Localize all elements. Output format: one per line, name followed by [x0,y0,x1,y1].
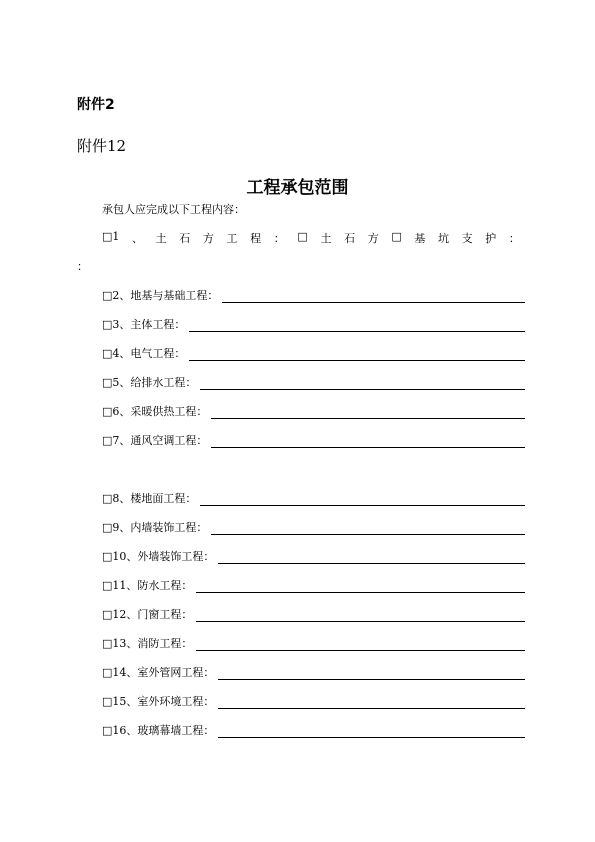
scope-item [102,403,525,419]
earthwork-token: 程 [250,232,262,245]
earthwork-token: 土 [320,232,332,245]
scope-item [102,577,525,593]
scope-item-label[interactable]: □13、消防工程： [102,637,193,650]
scope-item-fill-line[interactable] [218,553,525,564]
earthwork-token[interactable]: □1 [102,230,120,243]
scope-item-fill-line[interactable] [222,292,525,303]
scope-item-fill-line[interactable] [200,495,525,506]
scope-item-label[interactable]: □11、防水工程： [102,579,193,592]
scope-item-fill-line[interactable] [196,640,525,651]
scope-item-fill-line[interactable] [189,321,525,332]
scope-item-fill-line[interactable] [196,582,525,593]
scope-item [102,548,525,564]
scope-item-label[interactable]: □6、采暖供热工程： [102,405,208,418]
scope-item-label[interactable]: □14、室外管网工程： [102,666,215,679]
scope-item [102,287,525,303]
scope-item [102,722,525,738]
page-title: 工程承包范围 [246,178,349,198]
scope-item [102,606,525,622]
earthwork-token[interactable]: □ [391,230,402,243]
scope-item-label[interactable]: □7、通风空调工程： [102,434,208,447]
scope-item [102,432,525,448]
scope-item-fill-line[interactable] [211,408,525,419]
scope-item-label[interactable]: □2、地基与基础工程： [102,289,219,302]
scope-item-label[interactable]: □3、主体工程： [102,318,186,331]
scope-item [102,345,525,361]
scope-item-fill-line[interactable] [189,350,525,361]
earthwork-row [102,230,520,246]
scope-item-fill-line[interactable] [218,727,525,738]
scope-item-fill-line[interactable] [218,698,525,709]
scope-item-label[interactable]: □4、电气工程： [102,347,186,360]
scope-item-label[interactable]: □16、玻璃幕墙工程： [102,724,215,737]
scope-item-fill-line[interactable] [196,611,525,622]
scope-item-fill-line[interactable] [211,437,525,448]
earthwork-token: 石 [179,232,191,245]
attachment-label: 附件12 [77,137,127,155]
earthwork-token: 石 [344,232,356,245]
scope-item [102,316,525,332]
scope-item-fill-line[interactable] [200,379,525,390]
scope-item [102,635,525,651]
scope-item-fill-line[interactable] [211,524,525,535]
earthwork-token: 坑 [437,232,449,245]
earthwork-token: 方 [202,232,214,245]
earthwork-token: 支 [461,232,473,245]
earthwork-token: ： [508,232,520,245]
intro-text: 承包人应完成以下工程内容： [102,203,245,216]
scope-item-label[interactable]: □5、给排水工程： [102,376,197,389]
scope-item-label[interactable]: □10、外墙装饰工程： [102,550,215,563]
earthwork-token: 护 [485,232,497,245]
attachment-label-bold: 附件2 [77,97,115,113]
scope-item [102,693,525,709]
earthwork-token: 基 [414,232,426,245]
earthwork-token: 方 [367,232,379,245]
scope-item [102,490,525,506]
scope-item [102,664,525,680]
scope-item-label[interactable]: □9、内墙装饰工程： [102,521,208,534]
scope-item-label[interactable]: □8、楼地面工程： [102,492,197,505]
earthwork-token: 土 [155,232,167,245]
scope-item [102,519,525,535]
earthwork-row-continuation: ： [77,260,88,273]
earthwork-token[interactable]: □ [297,230,308,243]
earthwork-token: 、 [132,232,144,245]
scope-item-label[interactable]: □15、室外环境工程： [102,695,215,708]
earthwork-token: ： [273,232,285,245]
scope-item [102,374,525,390]
scope-item-label[interactable]: □12、门窗工程： [102,608,193,621]
scope-item-fill-line[interactable] [218,669,525,680]
earthwork-token: 工 [226,232,238,245]
